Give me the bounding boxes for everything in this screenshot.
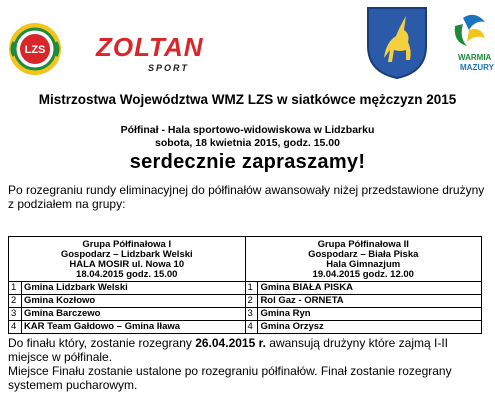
group-1-team-number: 4 xyxy=(9,321,22,334)
warmia-text: WARMIA xyxy=(458,53,492,62)
final-date: 26.04.2015 r. xyxy=(195,336,266,350)
group-2-team-number: 3 xyxy=(245,308,258,321)
lzs-logo xyxy=(8,22,62,76)
table-row xyxy=(9,282,482,295)
group-2-team-number: 2 xyxy=(245,295,258,308)
groups-table xyxy=(8,236,482,334)
table-row xyxy=(9,321,482,334)
final-info xyxy=(8,336,490,392)
event-datetime: sobota, 18 kwietnia 2015, godz. 15.00 xyxy=(155,137,340,149)
group-2-team: Rol Gaz - ORNETA xyxy=(258,295,482,308)
group-2-datetime: 19.04.2015 godz. 12.00 xyxy=(312,269,414,280)
page-title: Mistrzostwa Województwa WMZ LZS w siatkówce mężczyzn 2015 xyxy=(38,92,457,107)
group-2-team-number: 4 xyxy=(245,321,258,334)
final-info-text-after: awansują drużyny które zajmą I-II miejsce w półfinale. xyxy=(8,336,449,364)
group-2-host: Gospodarz – Biała Piska xyxy=(308,249,419,260)
zoltan-logo-sub: SPORT xyxy=(148,63,189,73)
group-2-name: Grupa Półfinałowa II xyxy=(317,239,409,250)
group-2-team-number: 1 xyxy=(245,282,258,295)
group-1-header xyxy=(9,237,246,282)
group-1-team-number: 2 xyxy=(9,295,22,308)
group-2-team: Gmina Ryn xyxy=(258,308,482,321)
group-1-team: Gmina Barczewo xyxy=(21,308,245,321)
group-1-team-number: 1 xyxy=(9,282,22,295)
table-row xyxy=(9,308,482,321)
final-info-paragraph-1 xyxy=(8,336,490,364)
zoltan-logo: ZOLTAN xyxy=(96,32,204,62)
group-1-venue: HALA MOSIR ul. Nowa 10 xyxy=(69,259,185,270)
final-info-paragraph-2: Miejsce Finału zostanie ustalone po rozegraniu półfinałów. Finał zostanie rozegrany systemem pucharowym. xyxy=(8,364,452,392)
table-row xyxy=(9,295,482,308)
group-2-team: Gmina BIAŁA PISKA xyxy=(258,282,482,295)
group-1-team: Gmina Kozłowo xyxy=(21,295,245,308)
event-venue: Półfinał - Hala sportowo-widowiskowa w Lidzbarku xyxy=(120,124,375,136)
group-1-name: Grupa Półfinałowa I xyxy=(82,239,172,250)
group-1-datetime: 18.04.2015 godz. 15.00 xyxy=(76,269,178,280)
group-1-team-number: 3 xyxy=(9,308,22,321)
coat-of-arms-unicorn-icon xyxy=(366,6,428,80)
group-2-team: Gmina Orzysz xyxy=(258,321,482,334)
final-info-text-before: Do finału który, zostanie rozegrany xyxy=(8,336,196,350)
group-1-team: Gmina Lidzbark Welski xyxy=(21,282,245,295)
logo-strip xyxy=(0,0,495,90)
group-2-header xyxy=(245,237,482,282)
lzs-logo-text: LZS xyxy=(24,44,46,56)
mazury-text: MAZURY xyxy=(460,63,494,72)
invitation-heading: serdecznie zapraszamy! xyxy=(129,151,366,173)
group-1-team: KAR Team Gałdowo – Gmina Iława xyxy=(21,321,245,334)
group-1-host: Gospodarz – Lidzbark Welski xyxy=(60,249,193,260)
groups-header-row xyxy=(9,237,482,282)
group-2-venue: Hala Gimnazjum xyxy=(326,259,401,270)
intro-paragraph: Po rozegraniu rundy eliminacyjnej do półfinałów awansowały niżej przedstawione drużyny z podziałem na grupy: xyxy=(8,183,485,211)
